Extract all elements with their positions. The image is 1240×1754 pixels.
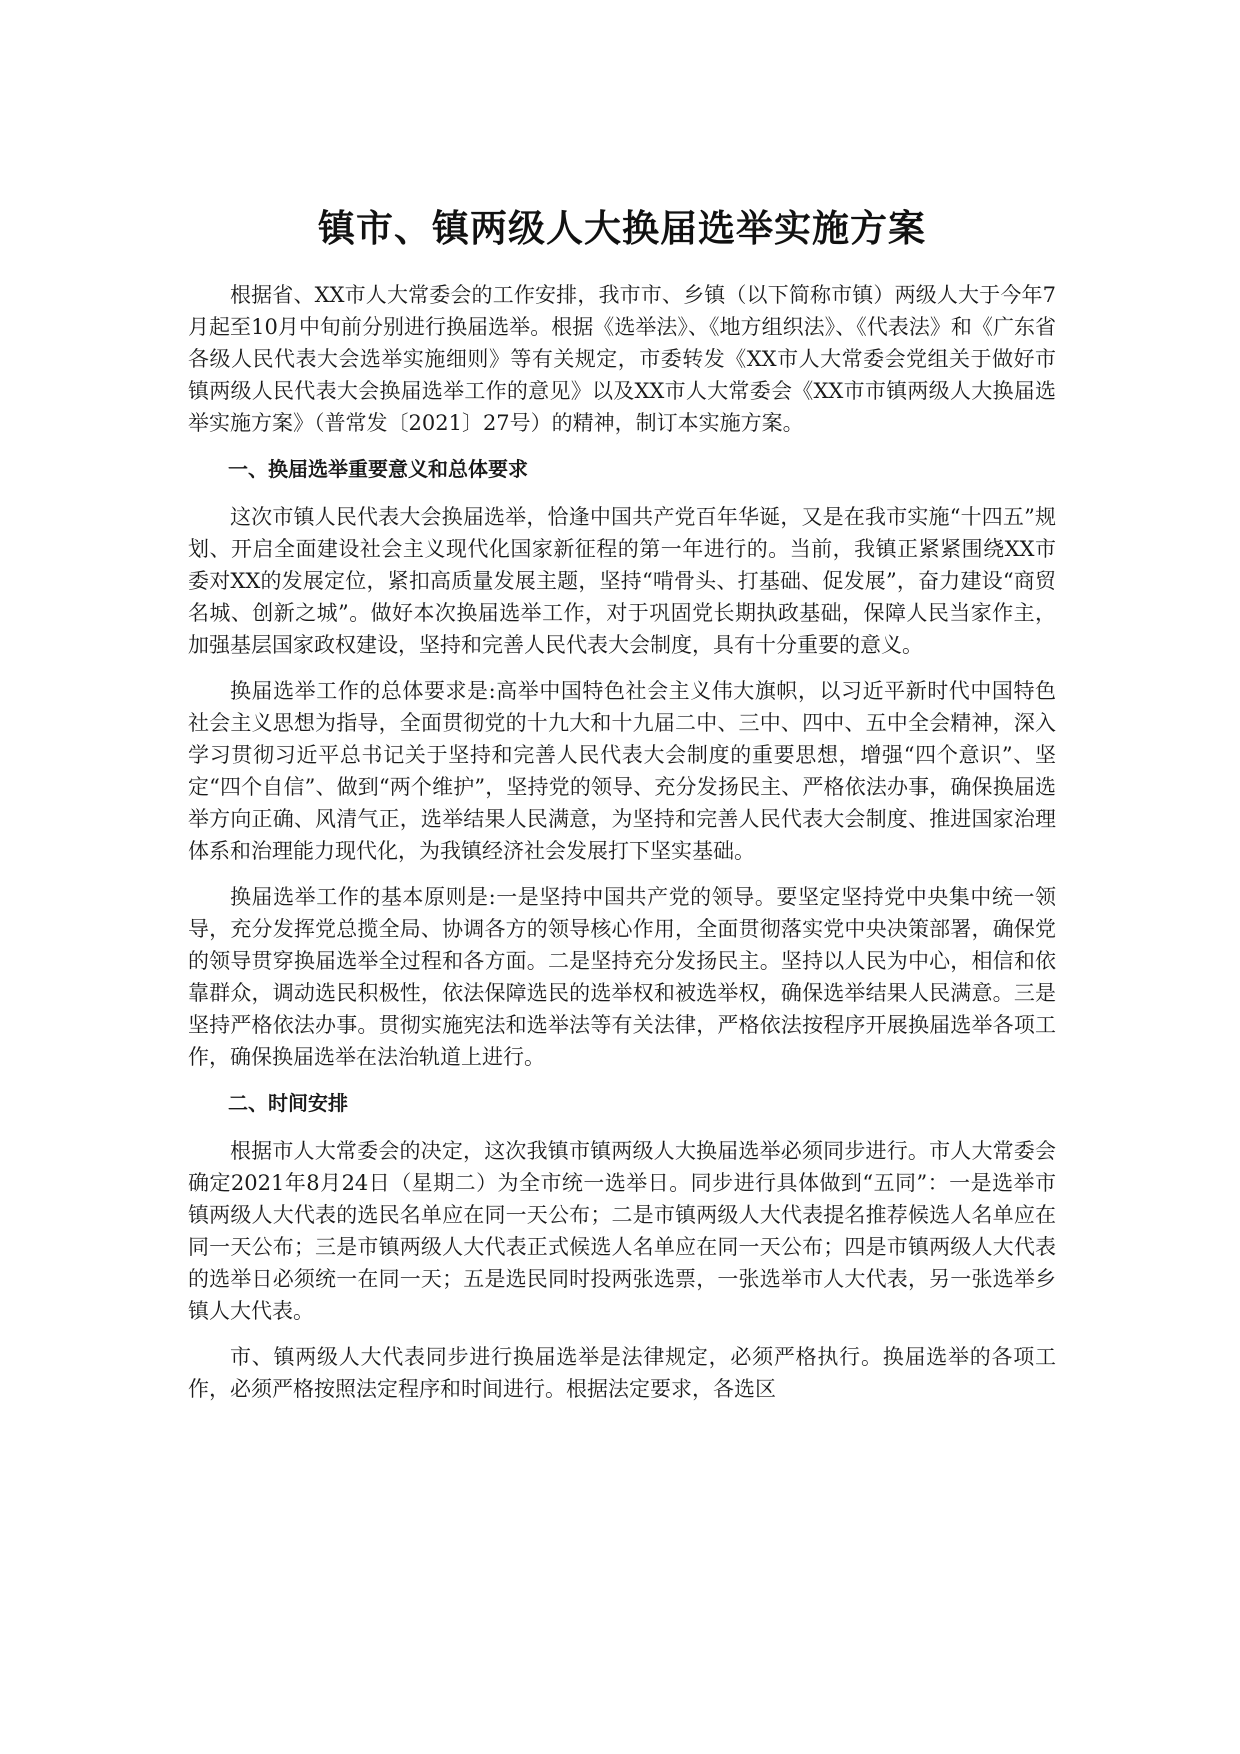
paragraph-synchronous-election: 市、镇两级人大代表同步进行换届选举是法律规定，必须严格执行。换届选举的各项工作，必须严格按照法定程序和时间进行。根据法定要求，各选区 bbox=[188, 1345, 1056, 1401]
document-page bbox=[188, 205, 1056, 1419]
paragraph-significance: 这次市镇人民代表大会换届选举，恰逢中国共产党百年华诞，又是在我市实施“十四五”规划、开启全面建设社会主义现代化国家新征程的第一年进行的。当前，我镇正紧紧围绕XX市委对XX的发展定位，紧扣高质量发展主题，坚持“啃骨头、打基础、促发展”，奋力建设“商贸名城、创新之城”。做好本次换届选举工作，对于巩固党长期执政基础，保障人民当家作主，加强基层国家政权建设，坚持和完善人民代表大会制度，具有十分重要的意义。 bbox=[188, 505, 1056, 657]
section-heading-2: 二、时间安排 bbox=[228, 1091, 348, 1115]
document-title: 镇市、镇两级人大换届选举实施方案 bbox=[318, 207, 926, 250]
paragraph-intro: 根据省、XX市人大常委会的工作安排，我市市、乡镇（以下简称市镇）两级人大于今年7月起至10月中旬前分别进行换届选举。根据《选举法》、《地方组织法》、《代表法》和《广东省各级人民代表大会选举实施细则》等有关规定，市委转发《XX市人大常委会党组关于做好市镇两级人民代表大会换届选举工作的意见》以及XX市人大常委会《XX市市镇两级人大换届选举实施方案》（普常发〔2021〕27号）的精神，制订本实施方案。 bbox=[188, 283, 1056, 435]
paragraph-overall-requirements: 换届选举工作的总体要求是:高举中国特色社会主义伟大旗帜，以习近平新时代中国特色社会主义思想为指导，全面贯彻党的十九大和十九届二中、三中、四中、五中全会精神，深入学习贯彻习近平总书记关于坚持和完善人民代表大会制度的重要思想，增强“四个意识”、坚定“四个自信”、做到“两个维护”，坚持党的领导、充分发扬民主、严格依法办事，确保换届选举方向正确、风清气正，选举结果人民满意，为坚持和完善人民代表大会制度、推进国家治理体系和治理能力现代化，为我镇经济社会发展打下坚实基础。 bbox=[188, 679, 1056, 863]
paragraph-schedule: 根据市人大常委会的决定，这次我镇市镇两级人大换届选举必须同步进行。市人大常委会确定2021年8月24日（星期二）为全市统一选举日。同步进行具体做到“五同”：一是选举市镇两级人大代表的选民名单应在同一天公布；二是市镇两级人大代表提名推荐候选人名单应在同一天公布；三是市镇两级人大代表正式候选人名单应在同一天公布；四是市镇两级人大代表的选举日必须统一在同一天；五是选民同时投两张选票，一张选举市人大代表，另一张选举乡镇人大代表。 bbox=[188, 1139, 1056, 1323]
paragraph-basic-principles: 换届选举工作的基本原则是:一是坚持中国共产党的领导。要坚定坚持党中央集中统一领导，充分发挥党总揽全局、协调各方的领导核心作用，全面贯彻落实党中央决策部署，确保党的领导贯穿换届选举全过程和各方面。二是坚持充分发扬民主。坚持以人民为中心，相信和依靠群众，调动选民积极性，依法保障选民的选举权和被选举权，确保选举结果人民满意。三是坚持严格依法办事。贯彻实施宪法和选举法等有关法律，严格依法按程序开展换届选举各项工作，确保换届选举在法治轨道上进行。 bbox=[188, 885, 1056, 1069]
section-heading-1: 一、换届选举重要意义和总体要求 bbox=[228, 457, 528, 481]
